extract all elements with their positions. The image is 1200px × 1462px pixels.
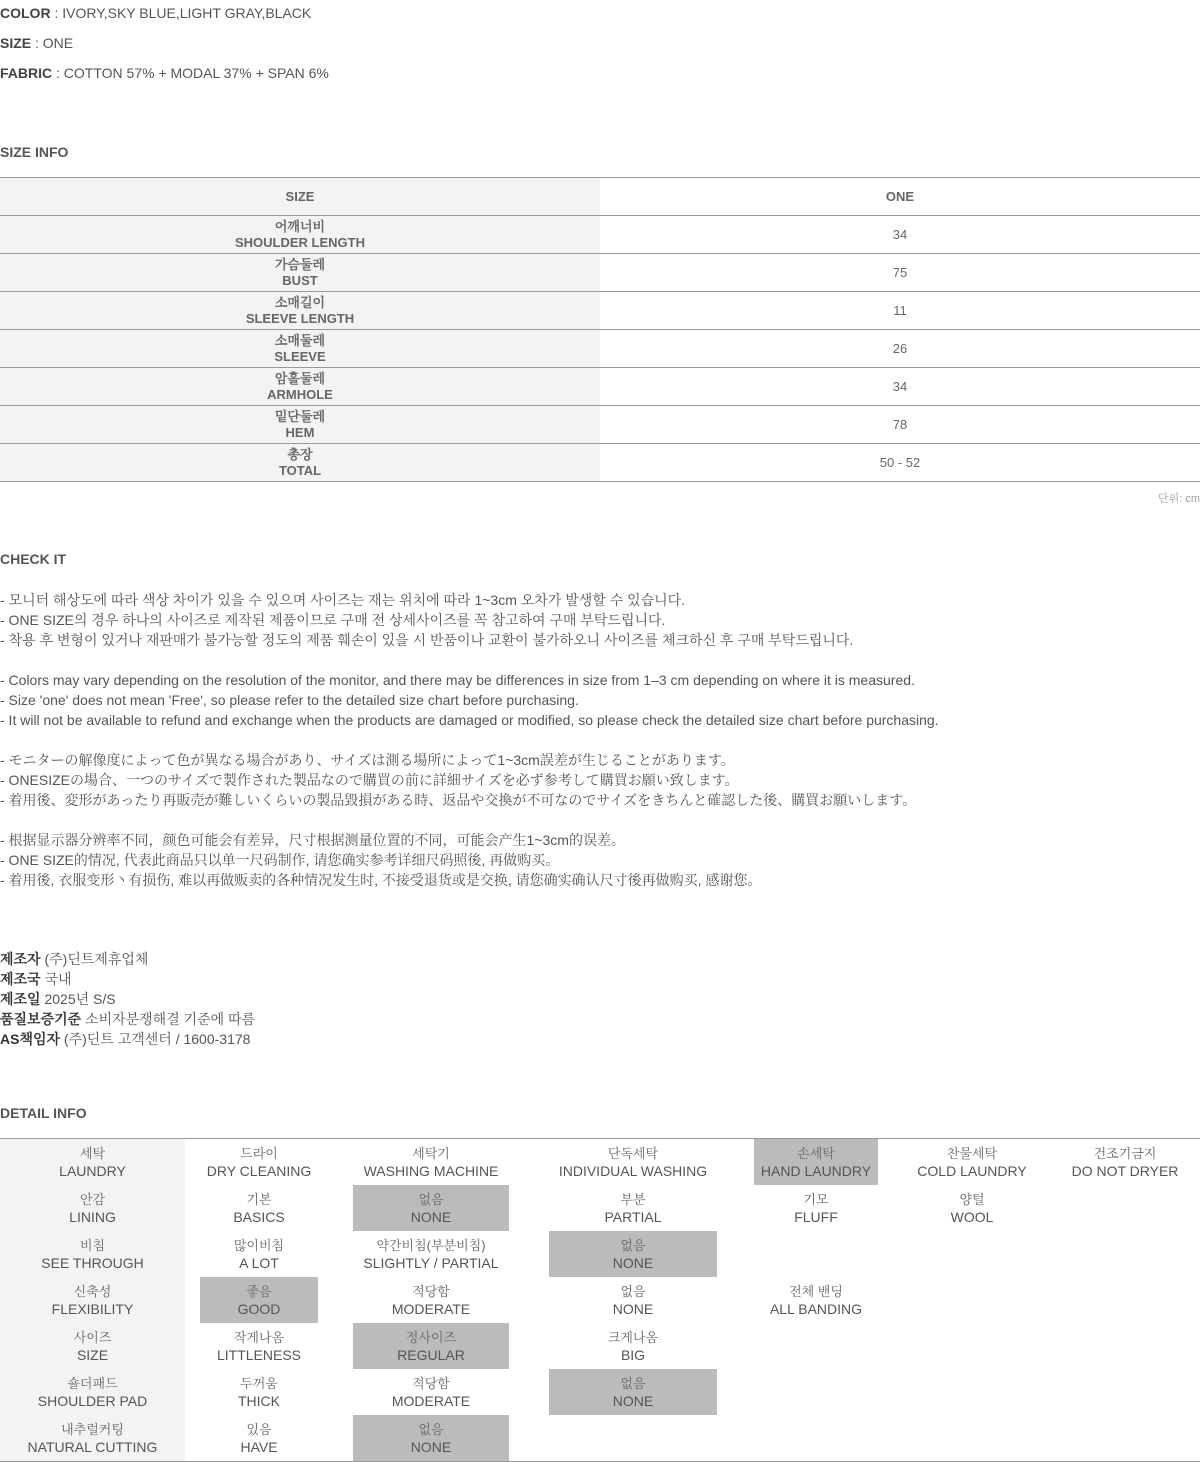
detail-ko: 크게나옴 [607, 1329, 659, 1345]
detail-en: WOOL [950, 1208, 994, 1225]
size-row-label-ko: 밑단둘레 [274, 408, 326, 424]
size-row-value: 78 [600, 406, 1200, 444]
maker-value: (주)딘트제휴업체 [40, 951, 149, 967]
detail-en: BIG [620, 1346, 646, 1363]
size-row-value: 34 [600, 216, 1200, 254]
size-table-row [0, 406, 1200, 444]
detail-option [549, 1277, 717, 1323]
size-row-label-en: BUST [282, 272, 318, 288]
detail-option [200, 1139, 318, 1185]
size-row-label-ko: 어깨너비 [274, 218, 326, 234]
detail-ko: 좋음 [246, 1283, 272, 1299]
detail-option [549, 1139, 717, 1185]
detail-ko: 찬물세탁 [946, 1145, 998, 1161]
size-table-row [0, 254, 1200, 292]
detail-option [878, 1185, 1066, 1231]
detail-ko: 전체 밴딩 [789, 1283, 843, 1299]
check-it-line: - Colors may vary depending on the resolution of the monitor, and there may be differences in size from 1–3 cm depending on where it is measured. [0, 672, 915, 688]
check-it-line: - ONESIZEの場合、一つのサイズで製作された製品なので購買の前に詳細サイズを必ず参考して購買お願い致します。 [0, 772, 739, 788]
detail-ko: 적당함 [412, 1375, 450, 1391]
detail-ko: 세탁 [79, 1145, 106, 1161]
size-table-row [0, 368, 1200, 406]
size-row-label-en: SLEEVE LENGTH [245, 310, 355, 326]
detail-en: COLD LAUNDRY [917, 1162, 1027, 1179]
check-it-heading: CHECK IT [0, 551, 67, 567]
spec-fabric [0, 65, 329, 81]
size-row-label-ko: 소매둘레 [274, 332, 326, 348]
size-row-value: 34 [600, 368, 1200, 406]
detail-row-label [0, 1185, 185, 1231]
detail-option [353, 1139, 509, 1185]
check-it-line [0, 730, 939, 750]
detail-option-selected [353, 1185, 509, 1231]
detail-ko: 없음 [418, 1421, 444, 1437]
detail-ko: 없음 [620, 1283, 646, 1299]
detail-ko: 없음 [620, 1237, 646, 1253]
detail-ko: 약간비침(부분비침) [376, 1237, 486, 1253]
detail-en: FLEXIBILITY [51, 1300, 134, 1317]
detail-en: BASICS [233, 1208, 285, 1225]
size-table-row [0, 330, 1200, 368]
detail-ko: 정사이즈 [405, 1329, 457, 1345]
spec-size [0, 35, 73, 51]
maker-info [0, 949, 255, 1049]
size-row-label-en: TOTAL [278, 462, 322, 478]
detail-en: PARTIAL [604, 1208, 662, 1225]
detail-en: LITTLENESS [216, 1346, 302, 1363]
size-row-label [0, 216, 600, 254]
maker-line [0, 989, 255, 1009]
size-row-label-en: HEM [285, 424, 315, 440]
size-row-label [0, 444, 600, 482]
size-info-heading: SIZE INFO [0, 144, 69, 160]
detail-en: LAUNDRY [59, 1162, 126, 1179]
maker-line [0, 969, 255, 989]
detail-option [878, 1139, 1066, 1185]
size-row-label [0, 406, 600, 444]
maker-value: 소비자분쟁해결 기준에 따름 [81, 1011, 256, 1027]
detail-en: REGULAR [397, 1346, 465, 1363]
detail-en: SHOULDER PAD [37, 1392, 148, 1409]
size-row-label-ko: 암홀둘레 [274, 370, 326, 386]
detail-ko: 없음 [418, 1191, 444, 1207]
check-it-line: - 根据显示器分辨率不同，颜色可能会有差异，尺寸根据测量位置的不同，可能会产生1~3cm的误差。 [0, 832, 625, 848]
detail-ko: 내추럴커팅 [61, 1421, 124, 1437]
detail-ko: 사이즈 [73, 1329, 112, 1345]
detail-option [200, 1323, 318, 1369]
maker-line [0, 949, 255, 969]
detail-en: DRY CLEANING [206, 1162, 312, 1179]
detail-row-label [0, 1369, 185, 1415]
maker-label: 제조자 [0, 951, 41, 967]
check-it-line: - It will not be available to refund and exchange when the products are damaged or modified, so please check the detailed size chart before purchasing. [0, 712, 939, 728]
size-row-label-ko: 가슴둘레 [274, 256, 326, 272]
detail-row-label [0, 1323, 185, 1369]
detail-en: SEE THROUGH [41, 1254, 144, 1271]
size-table [0, 177, 1200, 482]
size-table-row [0, 444, 1200, 482]
size-header-value: ONE [600, 178, 1200, 216]
detail-en: LINING [69, 1208, 116, 1225]
detail-option [549, 1323, 717, 1369]
check-it-line: - 着用後, 衣服变形丶有损伤, 难以再做贩卖的各种情况发生时, 不接受退货或是交换, 请您确实确认尺寸後再做购买, 感谢您。 [0, 872, 762, 888]
check-it-line [0, 810, 939, 830]
detail-option [200, 1415, 318, 1461]
detail-ko: 기모 [803, 1191, 829, 1207]
size-table-header [0, 178, 1200, 216]
size-row-label [0, 330, 600, 368]
check-it-line: - モニターの解像度によって色が異なる場合があり、サイズは測る場所によって1~3cm誤差が生じることがあります。 [0, 752, 735, 768]
detail-ko: 드라이 [240, 1145, 278, 1161]
detail-row-label [0, 1415, 185, 1461]
detail-ko: 있음 [246, 1421, 272, 1437]
detail-en: GOOD [237, 1300, 281, 1317]
spec-value: : ONE [31, 35, 74, 51]
detail-option [754, 1277, 878, 1323]
maker-line [0, 1009, 255, 1029]
spec-label: SIZE [0, 35, 32, 51]
detail-ko: 많이비침 [233, 1237, 285, 1253]
detail-en: HAND LAUNDRY [760, 1162, 872, 1179]
detail-option [200, 1231, 318, 1277]
size-header-label: SIZE [0, 178, 600, 216]
detail-row-label [0, 1231, 185, 1277]
detail-en: NATURAL CUTTING [27, 1438, 158, 1455]
detail-ko: 양털 [959, 1191, 985, 1207]
size-row-value: 11 [600, 292, 1200, 330]
detail-ko: 작게나옴 [233, 1329, 285, 1345]
detail-en: INDIVIDUAL WASHING [558, 1162, 708, 1179]
size-row-label [0, 292, 600, 330]
detail-ko: 없음 [620, 1375, 646, 1391]
size-row-label-en: SLEEVE [274, 348, 326, 364]
size-row-value: 50 - 52 [600, 444, 1200, 482]
detail-ko: 신축성 [73, 1283, 112, 1299]
detail-option [353, 1231, 509, 1277]
size-row-label-ko: 소매길이 [274, 294, 326, 310]
detail-en: SIZE [76, 1346, 109, 1363]
detail-en: THICK [238, 1392, 280, 1409]
detail-ko: 기본 [246, 1191, 272, 1207]
detail-en: NONE [612, 1300, 654, 1317]
detail-row-label [0, 1139, 185, 1185]
detail-info-grid [0, 1138, 1200, 1462]
size-table-row [0, 216, 1200, 254]
detail-en: A LOT [239, 1254, 279, 1271]
detail-ko: 안감 [79, 1191, 106, 1207]
detail-ko: 두꺼움 [240, 1375, 278, 1391]
detail-en: NONE [410, 1208, 452, 1225]
check-it-line: - 착용 후 변형이 있거나 재판매가 불가능할 정도의 제품 훼손이 있을 시 반품이나 교환이 불가하오니 사이즈를 체크하신 후 구매 부탁드립니다. [0, 632, 854, 648]
detail-en: HAVE [240, 1438, 278, 1455]
detail-option [200, 1185, 318, 1231]
maker-label: 제조국 [0, 971, 41, 987]
detail-en: NONE [410, 1438, 452, 1455]
maker-value: (주)딘트 고객센터 / 1600-3178 [60, 1031, 251, 1047]
detail-info-heading: DETAIL INFO [0, 1105, 87, 1121]
spec-value: : IVORY,SKY BLUE,LIGHT GRAY,BLACK [50, 5, 312, 21]
detail-option-selected [353, 1415, 509, 1461]
spec-value: : COTTON 57% + MODAL 37% + SPAN 6% [52, 65, 329, 81]
maker-value: 2025년 S/S [40, 991, 116, 1007]
detail-en: DO NOT DRYER [1071, 1162, 1179, 1179]
check-it-line: - Size 'one' does not mean 'Free', so please refer to the detailed size chart before purchasing. [0, 692, 579, 708]
detail-ko: 단독세탁 [607, 1145, 659, 1161]
detail-option [754, 1185, 878, 1231]
detail-ko: 손세탁 [797, 1145, 835, 1161]
detail-option [353, 1369, 509, 1415]
size-row-label-en: ARMHOLE [267, 386, 333, 402]
detail-en: FLUFF [794, 1208, 838, 1225]
detail-option-selected [549, 1369, 717, 1415]
detail-option [200, 1369, 318, 1415]
spec-label: FABRIC [0, 65, 53, 81]
maker-label: 제조일 [0, 991, 41, 1007]
size-row-value: 26 [600, 330, 1200, 368]
check-it-line: - ONE SIZE的情况, 代表此商品只以单一尺码制作, 请您确实参考详细尺码照後, 再做购买。 [0, 852, 560, 868]
detail-ko: 비침 [79, 1237, 106, 1253]
detail-en: WASHING MACHINE [363, 1162, 499, 1179]
detail-option [1050, 1139, 1200, 1185]
check-it-line: - ONE SIZE의 경우 하나의 사이즈로 제작된 제품이므로 구매 전 상세사이즈를 꼭 참고하여 구매 부탁드립니다. [0, 612, 666, 628]
spec-color [0, 5, 311, 21]
maker-label: AS책임자 [0, 1031, 61, 1047]
check-it-line [0, 650, 939, 670]
check-it-line: - 着用後、変形があったり再販売が難しいくらいの製品毀損がある時、返品や交換が不可なのでサイズをきちんと確認した後、購買お願いします。 [0, 792, 917, 808]
size-row-label [0, 368, 600, 406]
detail-ko: 부분 [620, 1191, 646, 1207]
detail-en: NONE [612, 1254, 654, 1271]
maker-value: 국내 [40, 971, 72, 987]
maker-line [0, 1029, 255, 1049]
size-table-row [0, 292, 1200, 330]
check-it-line: - 모니터 해상도에 따라 색상 차이가 있을 수 있으며 사이즈는 재는 위치에 따라 1~3cm 오차가 발생할 수 있습니다. [0, 592, 686, 608]
spec-label: COLOR [0, 5, 51, 21]
size-row-label-ko: 총장 [287, 446, 313, 462]
size-row-label-en: SHOULDER LENGTH [235, 234, 365, 250]
detail-en: SLIGHTLY / PARTIAL [363, 1254, 499, 1271]
detail-en: MODERATE [391, 1392, 471, 1409]
detail-option-selected [754, 1139, 878, 1185]
size-row-label [0, 254, 600, 292]
unit-note: 단위: cm [1157, 493, 1200, 505]
detail-en: ALL BANDING [769, 1300, 863, 1317]
detail-row-label [0, 1277, 185, 1323]
detail-en: NONE [612, 1392, 654, 1409]
detail-option-selected [549, 1231, 717, 1277]
check-it-notes [0, 590, 939, 890]
maker-label: 품질보증기준 [0, 1011, 82, 1027]
detail-option [549, 1185, 717, 1231]
size-row-value: 75 [600, 254, 1200, 292]
detail-option-selected [353, 1323, 509, 1369]
detail-ko: 건조기금지 [1093, 1145, 1157, 1161]
detail-ko: 세탁기 [412, 1145, 450, 1161]
detail-option-selected [200, 1277, 318, 1323]
detail-ko: 적당함 [412, 1283, 450, 1299]
detail-ko: 숄더패드 [67, 1375, 118, 1391]
detail-en: MODERATE [391, 1300, 471, 1317]
detail-option [353, 1277, 509, 1323]
